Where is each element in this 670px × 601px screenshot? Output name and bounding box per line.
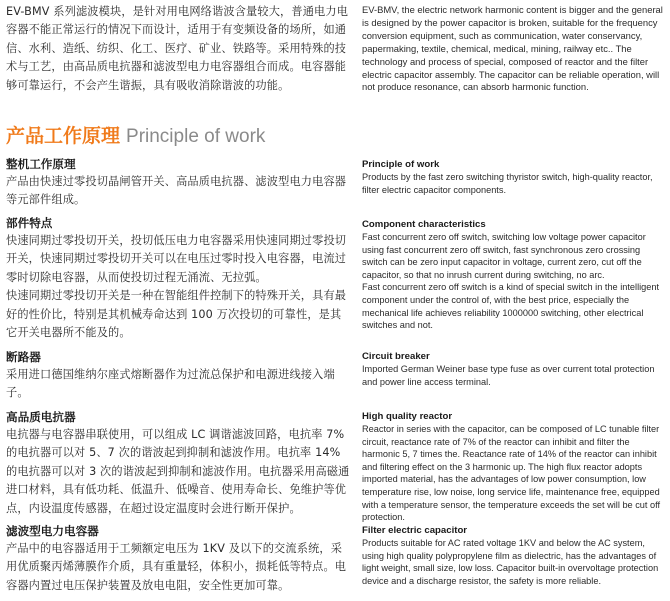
- block-heading-cn: 滤波型电力电容器: [6, 524, 99, 538]
- block-body-cn: 电抗器与电容器串联使用，可以组成 LC 调谐滤波回路，电抗率 7% 的电抗器可以对 5、7 次的谐波起到抑制和滤波作用。电抗率 14% 的电抗器可以对 3 次的谐波起到抑制和滤波作用。电抗器采用高磁通进口材料，具有低功耗、低温升、低噪音、使用寿命长、免维护等优点，内设温度传感器，在超过设定温度时会进行断开保护。: [6, 428, 350, 515]
- block-heading-cn: 断路器: [6, 350, 41, 364]
- block-reactor-cn: [6, 408, 351, 518]
- block-reactor-en: [362, 410, 666, 524]
- block-component-cn: [6, 214, 351, 342]
- block-body-en: Imported German Weiner base type fuse as over current total protection and power line access terminal.: [362, 364, 655, 387]
- block-heading-en: Component characteristics: [362, 219, 486, 230]
- intro-cn-text: EV-BMV 系列滤波模块，是针对用电网络谐波含量较大，普通电力电容器不能正常运行的情况下而设计，适用于有变频设备的场所，如通信、水利、造纸、纺织、化工、医疗、矿业、铁路等。采用特殊的技术与工艺，由高品质电抗器和滤波型电力电容器组合而成。电容器能够可靠运行，不会产生谐振，具有吸收消除谐波的功能。: [6, 5, 349, 92]
- block-body-cn: 快速同期过零投切开关，投切低压电力电容器采用快速同期过零投切开关，快速同期过零投切开关可以在电压过零时投入电容器，电流过零时切除电容器，从而使投切过程无涌流、无拉弧。: [6, 234, 347, 284]
- block-heading-cn: 高品质电抗器: [6, 410, 76, 424]
- block-heading-cn: 整机工作原理: [6, 157, 76, 171]
- block-breaker-cn: [6, 348, 351, 403]
- block-body-en: Reactor in series with the capacitor, can be composed of LC tunable filter circuit, reactance rate of 7% of the reactor can inhibit and filter the harmonic 5, 7 times the. Reactance rate of 14% of the reactor can inhibit and filtering effect on the 3 harmonic up. The high flux reactor adopts imported material, has the advantages of low power consumption, low temperature rise, low noise, long service life, maintenance free, equipped with a temperature sensor, the temperature exceeds the set will be cut off protection.: [362, 424, 661, 523]
- section-title-cn: 产品工作原理: [6, 125, 121, 147]
- section-title-en: Principle of work: [126, 126, 266, 147]
- intro-en-text: EV-BMV, the electric network harmonic content is bigger and the general is designed by the power capacitor is broken, suitable for the frequency conversion equipment, such as communication, water conservancy, papermaking, textile, chemical, medical, mining, railway etc.. The technology and process of special, composed of reactor and the filter electric capacitor assembly. The capacitor can be reliable operation, will not produce resonance, can absorb harmonic function.: [362, 4, 663, 93]
- block-capacitor-cn: [6, 522, 351, 595]
- block-body-en: Fast concurrent zero off switch is a kind of special switch in the intelligent component under the control of, with the best price, especially the mechanical life achieves reliability 1000000 switching, other electrical switches and not.: [362, 282, 660, 331]
- block-body-cn: 产品中的电容器适用于工频额定电压为 1KV 及以下的交流系统，采用优质聚丙烯薄膜作介质，具有重量轻，体积小，损耗低等特点。电容器内置过电压保护装置及放电电阻，安全性更加可靠。: [6, 542, 347, 592]
- block-body-cn: 产品由快速过零投切晶闸管开关、高品质电抗器、滤波型电力电容器等元部件组成。: [6, 175, 347, 207]
- block-heading-en: Filter electric capacitor: [362, 525, 468, 536]
- intro-en: [362, 4, 666, 94]
- block-capacitor-en: [362, 524, 666, 587]
- block-principle-en: [362, 158, 666, 196]
- block-body-cn: 快速同期过零投切开关是一种在智能组件控制下的特殊开关，具有最好的性价比，特别是其机械寿命达到 100 万次投切的可靠性，是其它开关电器所不能及的。: [6, 289, 347, 340]
- block-heading-en: Principle of work: [362, 159, 440, 170]
- block-body-en: Fast concurrent zero off switch, switching low voltage power capacitor using fast concurrent zero off switch, fast synchronous zero crossing switch can be zero input capacitor in voltage, current zero, cut off the capacitor, so that no inrush current during switching, no arc.: [362, 232, 646, 280]
- block-component-en: [362, 218, 666, 332]
- block-body-cn: 采用进口德国维纳尔座式熔断器作为过流总保护和电源进线接入端子。: [6, 368, 335, 400]
- block-heading-en: Circuit breaker: [362, 351, 430, 362]
- block-breaker-en: [362, 350, 666, 388]
- intro-cn: [6, 3, 351, 95]
- block-heading-en: High quality reactor: [362, 411, 453, 422]
- block-body-en: Products by the fast zero switching thyristor switch, high-quality reactor, filter electric capacitor components.: [362, 172, 653, 195]
- block-body-en: Products suitable for AC rated voltage 1KV and below the AC system, using high quality polypropylene film as dielectric, has the advantages of light weight, small size, low loss. Capacitor built-in overvoltage protection device and a discharge resistor, the safety is more reliable.: [362, 538, 659, 586]
- block-heading-cn: 部件特点: [6, 216, 53, 230]
- section-title: [6, 121, 265, 148]
- block-principle-cn: [6, 155, 351, 210]
